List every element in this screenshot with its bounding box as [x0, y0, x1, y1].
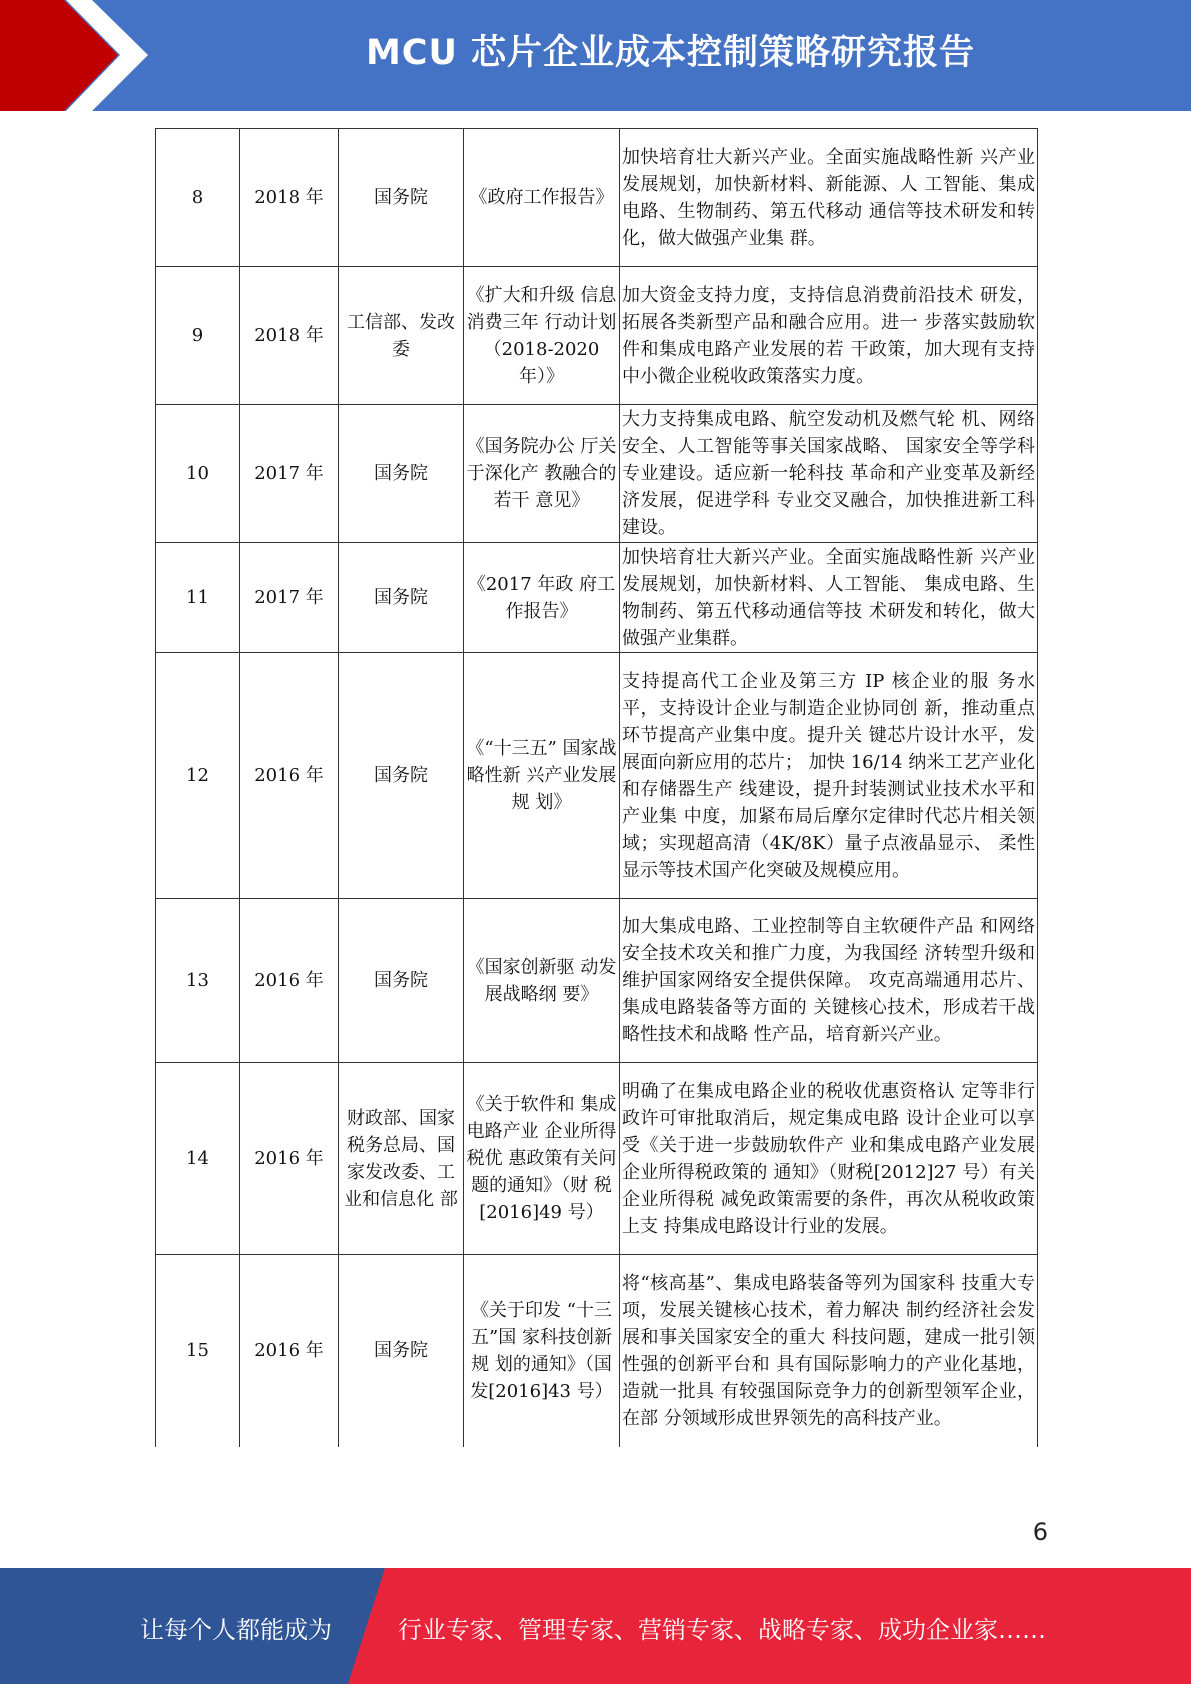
row-number-cell: 8: [156, 129, 240, 267]
table-row: [156, 405, 1038, 543]
table-row: [156, 899, 1038, 1063]
row-number-cell: 15: [156, 1255, 240, 1447]
footer-slogan-right: 行业专家、管理专家、营销专家、战略专家、成功企业家……: [398, 1616, 1046, 1644]
year-cell: 2018 年: [240, 129, 339, 267]
issuing-body-cell: 财政部、国家税务总局、国家发改委、工业和信息化 部: [339, 1063, 464, 1255]
document-title-cell: 《“十三五” 国家战略性新 兴产业发展规 划》: [464, 653, 620, 899]
row-number-cell: 10: [156, 405, 240, 543]
year-cell: 2017 年: [240, 543, 339, 653]
year-cell: 2016 年: [240, 1063, 339, 1255]
policy-content-cell: 加大集成电路、工业控制等自主软硬件产品 和网络安全技术攻关和推广力度，为我国经 济转型升级和维护国家网络安全提供保障。 攻克高端通用芯片、集成电路装备等方面的 关键核心技术，形成若干战略性技术和战略 性产品，培育新兴产业。: [620, 899, 1038, 1063]
issuing-body-cell: 国务院: [339, 129, 464, 267]
policy-content-cell: 大力支持集成电路、航空发动机及燃气轮 机、网络安全、人工智能等事关国家战略、 国家安全等学科专业建设。适应新一轮科技 革命和产业变革及新经济发展，促进学科 专业交叉融合，加快推进新工科建设。: [620, 405, 1038, 543]
red-arrow-decoration: [0, 0, 160, 111]
header-title: MCU 芯片企业成本控制策略研究报告: [365, 33, 976, 73]
policy-content-cell: 加快培育壮大新兴产业。全面实施战略性新 兴产业发展规划，加快新材料、人工智能、 集成电路、生物制药、第五代移动通信等技 术研发和转化，做大做强产业集群。: [620, 543, 1038, 653]
row-number-cell: 11: [156, 543, 240, 653]
footer-slogan-left: 让每个人都能成为: [140, 1616, 332, 1644]
document-title-cell: 《2017 年政 府工作报告》: [464, 543, 620, 653]
policy-content-cell: 加大资金支持力度，支持信息消费前沿技术 研发，拓展各类新型产品和融合应用。进一 步落实鼓励软件和集成电路产业发展的若 干政策，加大现有支持中小微企业税收政策落实力度。: [620, 267, 1038, 405]
year-cell: 2016 年: [240, 899, 339, 1063]
year-cell: 2018 年: [240, 267, 339, 405]
policy-content-cell: 明确了在集成电路企业的税收优惠资格认 定等非行政许可审批取消后，规定集成电路 设计企业可以享受《关于进一步鼓励软件产 业和集成电路产业发展企业所得税政策的 通知》（财税[2012]27 号）有关企业所得税 减免政策需要的条件，再次从税收政策上支 持集成电路设计行业的发展。: [620, 1063, 1038, 1255]
document-title-cell: 《扩大和升级 信息消费三年 行动计划（2018-2020 年）》: [464, 267, 620, 405]
table-row: [156, 129, 1038, 267]
table-row: [156, 1255, 1038, 1447]
policy-table: [155, 128, 1038, 1447]
document-title-cell: 《国务院办公 厅关于深化产 教融合的若干 意见》: [464, 405, 620, 543]
page-number: 6: [1032, 1518, 1048, 1546]
year-cell: 2016 年: [240, 653, 339, 899]
document-title-cell: 《政府工作报告》: [464, 129, 620, 267]
issuing-body-cell: 国务院: [339, 1255, 464, 1447]
issuing-body-cell: 国务院: [339, 405, 464, 543]
policy-content-cell: 加快培育壮大新兴产业。全面实施战略性新 兴产业发展规划，加快新材料、新能源、人 工智能、集成电路、生物制药、第五代移动 通信等技术研发和转化，做大做强产业集 群。: [620, 129, 1038, 267]
table-row: [156, 653, 1038, 899]
page-footer: [0, 1568, 1191, 1684]
policy-content-cell: 支持提高代工企业及第三方 IP 核企业的服 务水平，支持设计企业与制造企业协同创 新，推动重点环节提高产业集中度。提升关 键芯片设计水平，发展面向新应用的芯片； 加快 16/14 纳米工艺产业化和存储器生产 线建设，提升封装测试业技术水平和产业集 中度，加紧布局后摩尔定律时代芯片相关领 域；实现超高清（4K/8K）量子点液晶显示、 柔性显示等技术国产化突破及规模应用。: [620, 653, 1038, 899]
row-number-cell: 14: [156, 1063, 240, 1255]
table-row: [156, 1063, 1038, 1255]
table-row: [156, 543, 1038, 653]
row-number-cell: 12: [156, 653, 240, 899]
policy-content-cell: 将“核高基”、集成电路装备等列为国家科 技重大专项，发展关键核心技术，着力解决 制约经济社会发展和事关国家安全的重大 科技问题，建成一批引领性强的创新平台和 具有国际影响力的产业化基地，造就一批具 有较强国际竞争力的创新型领军企业，在部 分领域形成世界领先的高科技产业。: [620, 1255, 1038, 1447]
year-cell: 2016 年: [240, 1255, 339, 1447]
page-header: [0, 0, 1191, 111]
issuing-body-cell: 国务院: [339, 899, 464, 1063]
issuing-body-cell: 国务院: [339, 543, 464, 653]
row-number-cell: 13: [156, 899, 240, 1063]
document-title-cell: 《关于软件和 集成电路产业 企业所得税优 惠政策有关问 题的通知》（财 税[2016]49 号）: [464, 1063, 620, 1255]
year-cell: 2017 年: [240, 405, 339, 543]
document-title-cell: 《国家创新驱 动发展战略纲 要》: [464, 899, 620, 1063]
issuing-body-cell: 工信部、发改委: [339, 267, 464, 405]
document-title-cell: 《关于印发 “十三五”国 家科技创新规 划的通知》（国 发[2016]43 号）: [464, 1255, 620, 1447]
issuing-body-cell: 国务院: [339, 653, 464, 899]
row-number-cell: 9: [156, 267, 240, 405]
table-row: [156, 267, 1038, 405]
